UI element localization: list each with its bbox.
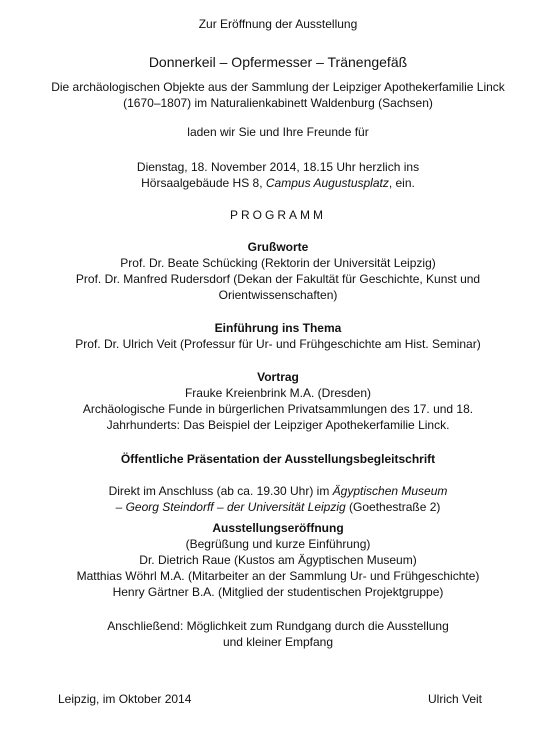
place-post: , ein. — [388, 176, 415, 190]
grussworte-heading: Grußworte — [247, 240, 309, 254]
date-place-block — [0, 159, 556, 191]
vortrag-heading: Vortrag — [257, 370, 299, 384]
date-line: Dienstag, 18. November 2014, 18.15 Uhr herzlich ins — [136, 160, 420, 174]
place-line — [0, 175, 556, 191]
praesentation-name: Georg Steindorff – der Universität Leipzig — [125, 500, 346, 514]
place-campus: Campus Augustusplatz — [265, 176, 389, 190]
vortrag-line-3: Jahrhunderts: Das Beispiel der Leipziger Apothekerfamilie Linck. — [106, 418, 450, 432]
footer-signature: Ulrich Veit — [428, 692, 483, 706]
exhibition-title — [0, 54, 556, 70]
intro-line — [0, 16, 556, 32]
subtitle-line-2: (1670–1807) im Naturalienkabinett Waldenburg (Sachsen) — [123, 96, 433, 110]
eroeffnung-line-3: Matthias Wöhrl M.A. (Mitarbeiter an der Sammlung Ur- und Frühgeschichte) — [76, 569, 480, 583]
grussworte-line-2: Prof. Dr. Manfred Rudersdorf (Dekan der Fakultät für Geschichte, Kunst und — [75, 272, 481, 286]
section-grussworte — [0, 239, 556, 303]
praesentation-line-2 — [0, 499, 556, 515]
praesentation-post: (Goethestraße 2) — [345, 500, 441, 514]
invite-text: laden wir Sie und Ihre Freunde für — [187, 125, 369, 139]
grussworte-line-3: Orientwissenschaften) — [218, 288, 338, 302]
footer-place-date: Leipzig, im Oktober 2014 — [58, 692, 192, 706]
subtitle-line-1: Die archäologischen Objekte aus der Sammlung der Leipziger Apothekerfamilie Linck — [51, 80, 505, 94]
eroeffnung-heading: Ausstellungseröffnung — [212, 521, 344, 535]
eroeffnung-line-1: (Begrüßung und kurze Einführung) — [185, 537, 371, 551]
praesentation-line-1 — [0, 483, 556, 499]
section-abschluss — [0, 618, 556, 650]
exhibition-subtitle — [0, 79, 556, 111]
programm-heading — [0, 207, 556, 223]
vortrag-line-2: Archäologische Funde in bürgerlichen Privatsammlungen des 17. und 18. — [82, 402, 474, 416]
intro-text: Zur Eröffnung der Ausstellung — [198, 17, 358, 31]
praesentation-museum: Ägyptischen Museum — [332, 484, 448, 498]
section-praesentation-heading — [0, 451, 556, 467]
place-pre: Hörsaalgebäude HS 8, — [141, 176, 266, 190]
praesentation-line-1-pre: Direkt im Anschluss (ab ca. 19.30 Uhr) im — [108, 484, 333, 498]
title-text: Donnerkeil – Opfermesser – Tränengefäß — [148, 54, 408, 70]
eroeffnung-line-4: Henry Gärtner B.A. (Mitglied der studentischen Projektgruppe) — [112, 585, 444, 599]
invite-line — [0, 124, 556, 140]
programm-heading-text: PROGRAMM — [230, 208, 326, 222]
abschluss-line-2: und kleiner Empfang — [222, 635, 334, 649]
section-einfuehrung — [0, 320, 556, 352]
vortrag-line-1: Frauke Kreienbrink M.A. (Dresden) — [184, 386, 372, 400]
grussworte-line-1: Prof. Dr. Beate Schücking (Rektorin der Universität Leipzig) — [120, 256, 436, 270]
einfuehrung-line-1: Prof. Dr. Ulrich Veit (Professur für Ur- und Frühgeschichte am Hist. Seminar) — [75, 337, 481, 351]
abschluss-line-1: Anschließend: Möglichkeit zum Rundgang durch die Ausstellung — [107, 619, 449, 633]
praesentation-heading: Öffentliche Präsentation der Ausstellungsbegleitschrift — [120, 452, 436, 466]
section-eroeffnung — [0, 520, 556, 600]
eroeffnung-line-2: Dr. Dietrich Raue (Kustos am Ägyptischen Museum) — [139, 553, 417, 567]
praesentation-dash: – — [115, 500, 126, 514]
einfuehrung-heading: Einführung ins Thema — [214, 321, 342, 335]
section-praesentation-body — [0, 483, 556, 515]
section-vortrag — [0, 369, 556, 433]
